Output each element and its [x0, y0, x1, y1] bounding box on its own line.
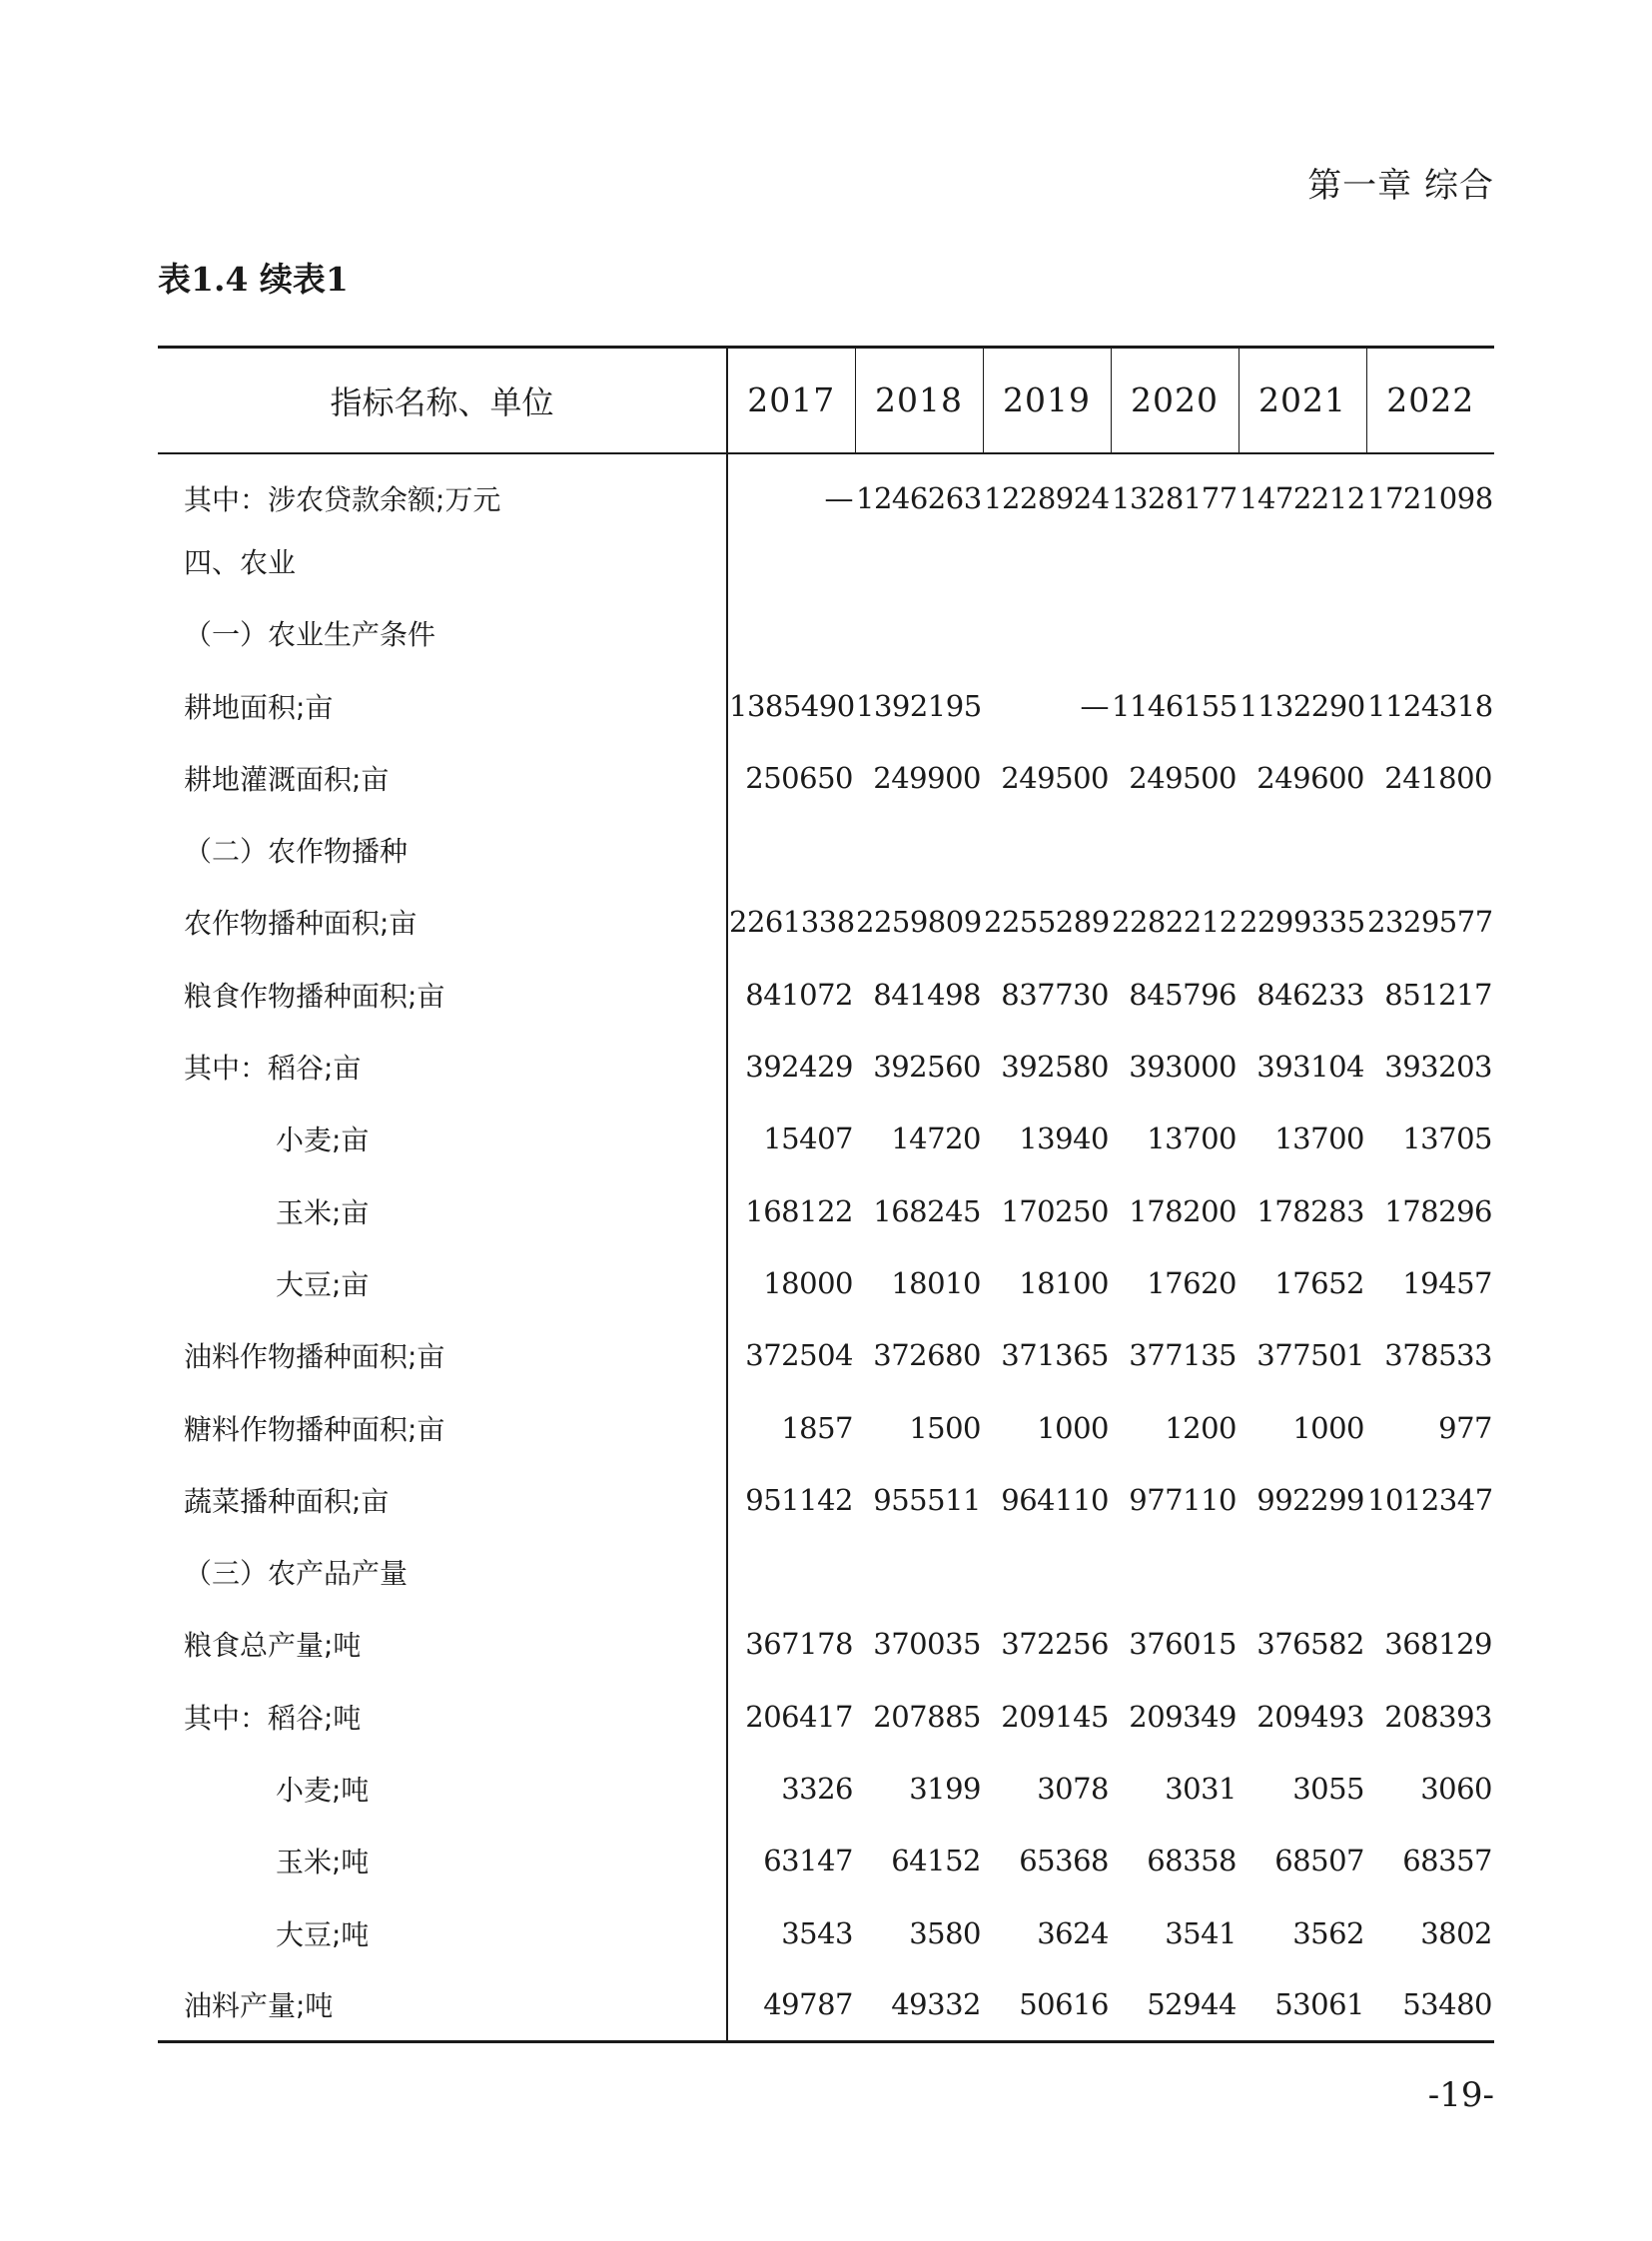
table-cell-2018: 249900 [873, 760, 981, 795]
table-cell-2020: 977110 [1129, 1482, 1237, 1517]
table-cell-2020: 3541 [1165, 1915, 1237, 1950]
table-cell-2018: 955511 [873, 1482, 981, 1517]
table-cell-2017: 3543 [781, 1915, 853, 1950]
table-cell-2021: 249600 [1256, 760, 1364, 795]
table-cell-2019: 209145 [1001, 1699, 1109, 1734]
table-cell-2021: 376582 [1256, 1627, 1364, 1662]
table-row [158, 959, 1494, 1031]
table-cell-2021: 377501 [1256, 1338, 1364, 1373]
chapter-heading: 第一章 综合 [1307, 166, 1494, 206]
table-cell-2019: 170250 [1001, 1193, 1109, 1228]
table-row [158, 669, 1494, 741]
table-cell-2021 [1239, 597, 1366, 669]
table-cell-2022: 19457 [1402, 1265, 1492, 1300]
row-label: 耕地面积;亩 [158, 669, 727, 741]
table-row [158, 1174, 1494, 1246]
table-cell-2021: 2299335 [1239, 905, 1365, 940]
table-cell-2017 [727, 814, 855, 886]
row-label: 玉米;吨 [158, 1825, 727, 1896]
table-cell-2020: 1146155 [1112, 688, 1238, 723]
table-cell-2017: 392429 [745, 1050, 853, 1085]
table-row [158, 742, 1494, 814]
row-label: 大豆;亩 [158, 1247, 727, 1319]
table-cell-2019 [983, 525, 1111, 597]
table-cell-2022: 1012347 [1367, 1482, 1493, 1517]
table-cell-2021: 68507 [1274, 1844, 1364, 1878]
page-number: -19- [1427, 2075, 1494, 2115]
table-cell-2018: 3199 [909, 1771, 981, 1806]
table-cell-2017: 49787 [727, 1969, 855, 2041]
table-cell-2019: 65368 [1019, 1844, 1109, 1878]
table-row [158, 1536, 1494, 1608]
table-row [158, 1681, 1494, 1753]
table-cell-2020 [1111, 814, 1239, 886]
table-cell-2018 [855, 814, 983, 886]
table-cell-2022: 3802 [1420, 1915, 1492, 1950]
statistics-table [158, 346, 1494, 2043]
table-cell-2022 [1366, 525, 1494, 597]
row-label: 糖料作物播种面积;亩 [158, 1391, 727, 1463]
table-cell-2022: 68357 [1402, 1844, 1492, 1878]
table-cell-2022: 241800 [1384, 760, 1492, 795]
table-cell-2021: 3562 [1292, 1915, 1364, 1950]
table-row [158, 1825, 1494, 1896]
column-header-year: 2019 [983, 348, 1111, 453]
table-cell-2021: 209493 [1256, 1699, 1364, 1734]
table-cell-2019: 837730 [1001, 977, 1109, 1012]
table-cell-2017: 3326 [781, 1771, 853, 1806]
table-cell-2021: 13700 [1274, 1121, 1364, 1156]
table-cell-2017: 372504 [745, 1338, 853, 1373]
table-cell-2020: 376015 [1129, 1627, 1237, 1662]
table-cell-2019: 18100 [1019, 1265, 1109, 1300]
row-label: 粮食总产量;吨 [158, 1608, 727, 1680]
column-header-indicator: 指标名称、单位 [158, 348, 727, 453]
table-cell-2022: 1124318 [1367, 688, 1493, 723]
column-header-year: 2017 [727, 348, 855, 453]
table-cell-2020: 68358 [1147, 1844, 1237, 1878]
row-label: （一）农业生产条件 [158, 597, 727, 669]
row-label: 耕地灌溉面积;亩 [158, 742, 727, 814]
table-cell-2019: 392580 [1001, 1050, 1109, 1085]
table-row [158, 1391, 1494, 1463]
table-cell-2018: 14720 [891, 1121, 981, 1156]
table-cell-2017: — [824, 480, 853, 515]
table-row [158, 1319, 1494, 1391]
table-row [158, 1608, 1494, 1680]
table-row [158, 453, 1494, 525]
table-cell-2022: 13705 [1402, 1121, 1492, 1156]
row-label: 其中：稻谷;吨 [158, 1681, 727, 1753]
table-cell-2018: 18010 [891, 1265, 981, 1300]
table-row [158, 525, 1494, 597]
table-cell-2017: 841072 [745, 977, 853, 1012]
table-cell-2019 [983, 814, 1111, 886]
table-cell-2017 [727, 597, 855, 669]
table-row [158, 1969, 1494, 2041]
table-cell-2017: 250650 [745, 760, 853, 795]
table-row [158, 1247, 1494, 1319]
table-cell-2020: 1328177 [1112, 480, 1238, 515]
row-label: 小麦;吨 [158, 1753, 727, 1825]
row-label: 小麦;亩 [158, 1103, 727, 1174]
table-cell-2017: 951142 [745, 1482, 853, 1517]
table-cell-2017: 168122 [745, 1193, 853, 1228]
table-row [158, 814, 1494, 886]
table-cell-2021: 1000 [1292, 1410, 1364, 1445]
table-cell-2022: 977 [1438, 1410, 1492, 1445]
table-cell-2020: 2282212 [1112, 905, 1238, 940]
table-cell-2019: 3624 [1037, 1915, 1109, 1950]
table-cell-2019: 372256 [1001, 1627, 1109, 1662]
table-cell-2020 [1111, 1536, 1239, 1608]
table-row [158, 1464, 1494, 1536]
table-cell-2018: 168245 [873, 1193, 981, 1228]
table-cell-2021 [1239, 814, 1366, 886]
table-body [158, 453, 1494, 2042]
row-label: 其中：涉农贷款余额;万元 [158, 453, 727, 525]
table-cell-2018: 64152 [891, 1844, 981, 1878]
table-cell-2020: 13700 [1147, 1121, 1237, 1156]
table-row [158, 886, 1494, 958]
table-cell-2017 [727, 1536, 855, 1608]
table-cell-2019: 964110 [1001, 1482, 1109, 1517]
table-cell-2019: 2255289 [984, 905, 1110, 940]
table-cell-2019: 371365 [1001, 1338, 1109, 1373]
table-cell-2021: 393104 [1256, 1050, 1364, 1085]
table-cell-2017: 15407 [763, 1121, 853, 1156]
table-cell-2022: 851217 [1384, 977, 1492, 1012]
table-cell-2020: 249500 [1129, 760, 1237, 795]
row-label: （二）农作物播种 [158, 814, 727, 886]
table-cell-2019: — [1080, 688, 1109, 723]
row-label: 大豆;吨 [158, 1896, 727, 1968]
table-cell-2018: 1392195 [856, 688, 982, 723]
row-label: 油料产量;吨 [158, 1969, 727, 2041]
table-cell-2018: 372680 [873, 1338, 981, 1373]
table-cell-2022 [1366, 814, 1494, 886]
table-cell-2019: 50616 [983, 1969, 1111, 2041]
row-label: 玉米;亩 [158, 1174, 727, 1246]
table-cell-2021: 178283 [1256, 1193, 1364, 1228]
table-cell-2021 [1239, 525, 1366, 597]
column-header-year: 2021 [1239, 348, 1366, 453]
row-label: 油料作物播种面积;亩 [158, 1319, 727, 1391]
table-cell-2020: 17620 [1147, 1265, 1237, 1300]
table-cell-2018: 1246263 [856, 480, 982, 515]
table-cell-2020 [1111, 525, 1239, 597]
column-header-year: 2020 [1111, 348, 1239, 453]
row-label: 蔬菜播种面积;亩 [158, 1464, 727, 1536]
table-cell-2021: 1472212 [1239, 480, 1365, 515]
table-cell-2020: 52944 [1111, 1969, 1239, 2041]
table-cell-2022: 1721098 [1367, 480, 1493, 515]
table-cell-2018: 841498 [873, 977, 981, 1012]
table-cell-2017: 1385490 [729, 688, 855, 723]
table-cell-2020: 178200 [1129, 1193, 1237, 1228]
table-cell-2018: 3580 [909, 1915, 981, 1950]
table-cell-2019 [983, 1536, 1111, 1608]
table-cell-2022: 3060 [1420, 1771, 1492, 1806]
table-cell-2018 [855, 525, 983, 597]
table-cell-2022: 53480 [1366, 1969, 1494, 2041]
table-cell-2019: 1000 [1037, 1410, 1109, 1445]
table-cell-2019: 3078 [1037, 1771, 1109, 1806]
table-cell-2017: 2261338 [729, 905, 855, 940]
table-cell-2022: 378533 [1384, 1338, 1492, 1373]
table-cell-2020: 377135 [1129, 1338, 1237, 1373]
table-header-row [158, 348, 1494, 453]
row-label: 农作物播种面积;亩 [158, 886, 727, 958]
table-cell-2018: 2259809 [856, 905, 982, 940]
table-cell-2021: 1132290 [1239, 688, 1365, 723]
table-row [158, 1753, 1494, 1825]
table-cell-2017: 206417 [745, 1699, 853, 1734]
table-cell-2021: 992299 [1256, 1482, 1364, 1517]
table-cell-2022: 178296 [1384, 1193, 1492, 1228]
table-cell-2017 [727, 525, 855, 597]
table-cell-2018: 1500 [909, 1410, 981, 1445]
table-cell-2020: 1200 [1165, 1410, 1237, 1445]
table-cell-2020: 393000 [1129, 1050, 1237, 1085]
row-label: 其中：稻谷;亩 [158, 1031, 727, 1103]
row-label: （三）农产品产量 [158, 1536, 727, 1608]
table-cell-2019: 13940 [1019, 1121, 1109, 1156]
table-row [158, 1896, 1494, 1968]
table-cell-2018 [855, 597, 983, 669]
table-cell-2022 [1366, 1536, 1494, 1608]
table-row [158, 1103, 1494, 1174]
row-label: 四、农业 [158, 525, 727, 597]
column-header-year: 2018 [855, 348, 983, 453]
table-cell-2022: 208393 [1384, 1699, 1492, 1734]
row-label: 粮食作物播种面积;亩 [158, 959, 727, 1031]
table-cell-2021 [1239, 1536, 1366, 1608]
table-cell-2018: 49332 [855, 1969, 983, 2041]
table-cell-2021: 53061 [1239, 1969, 1366, 2041]
table-cell-2018 [855, 1536, 983, 1608]
table-cell-2020: 209349 [1129, 1699, 1237, 1734]
table-cell-2018: 370035 [873, 1627, 981, 1662]
table-cell-2020 [1111, 597, 1239, 669]
table-cell-2021: 17652 [1274, 1265, 1364, 1300]
table-cell-2017: 1857 [781, 1410, 853, 1445]
table-cell-2019 [983, 597, 1111, 669]
table-cell-2017: 18000 [763, 1265, 853, 1300]
table-cell-2020: 845796 [1129, 977, 1237, 1012]
table-row [158, 1031, 1494, 1103]
table-cell-2022: 393203 [1384, 1050, 1492, 1085]
table-cell-2019: 1228924 [984, 480, 1110, 515]
table-cell-2022: 368129 [1384, 1627, 1492, 1662]
table-title: 表1.4 续表1 [158, 260, 349, 299]
table-row [158, 597, 1494, 669]
table-cell-2021: 3055 [1292, 1771, 1364, 1806]
table-cell-2018: 207885 [873, 1699, 981, 1734]
table-cell-2021: 846233 [1256, 977, 1364, 1012]
column-header-year: 2022 [1366, 348, 1494, 453]
table-cell-2022 [1366, 597, 1494, 669]
table-cell-2017: 63147 [763, 1844, 853, 1878]
table-cell-2022: 2329577 [1367, 905, 1493, 940]
table-cell-2018: 392560 [873, 1050, 981, 1085]
table-cell-2017: 367178 [745, 1627, 853, 1662]
table-cell-2019: 249500 [1001, 760, 1109, 795]
table-cell-2020: 3031 [1165, 1771, 1237, 1806]
